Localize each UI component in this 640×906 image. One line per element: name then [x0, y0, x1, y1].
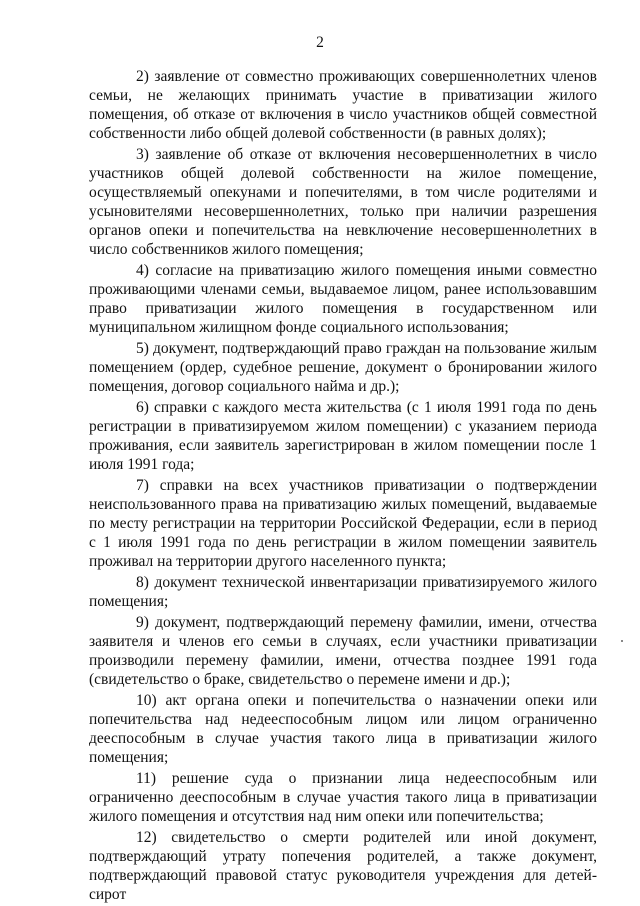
list-item-12: 12) свидетельство о смерти родителей или иной документ, подтверждающий утрату попечения родителей, а также документ, подтверждающий правовой статус руководителя учреждения для детей-сирот	[89, 829, 597, 903]
list-item-8: 8) документ технической инвентаризации приватизируемого жилого помещения;	[89, 574, 597, 610]
list-item-2: 2) заявление от совместно проживающих совершеннолетних членов семьи, не желающих принимать участие в приватизации жилого помещения, об отказе от включения в число участников общей совместной собственности либо общей долевой собственности (в равных долях);	[89, 68, 597, 142]
list-item-6: 6) справки с каждого места жительства (с 1 июля 1991 года по день регистрации в приватизируемом жилом помещении) с указанием периода проживания, если заявитель зарегистрирован в жилом помещении после 1 июля 1991 года;	[89, 399, 597, 473]
list-item-10: 10) акт органа опеки и попечительства о назначении опеки или попечительства над недееспособным лицом или лицом ограниченно дееспособным в случае участия такого лица в приватизации жилого помещения;	[89, 692, 597, 766]
list-item-11: 11) решение суда о признании лица недееспособным или ограниченно дееспособным в случае участия такого лица в приватизации жилого помещения и отсутствия над ним опеки или попечительства;	[89, 770, 597, 825]
list-item-9: 9) документ, подтверждающий перемену фамилии, имени, отчества заявителя и членов его семьи в случаях, если участники приватизации производили перемену фамилии, имени, отчества позднее 1991 года (свидетельство о браке, свидетельство о перемене имени и др.);	[89, 614, 597, 688]
page-number: 2	[316, 34, 324, 51]
list-item-7: 7) справки на всех участников приватизации о подтверждении неиспользованного права на приватизацию жилых помещений, выдаваемые по месту регистрации на территории Российской Федерации, если в период с 1 июля 1991 года по день регистрации в жилом помещении заявитель проживал на территории другого населенного пункта;	[89, 477, 597, 570]
scan-speck	[621, 640, 623, 642]
list-item-3: 3) заявление об отказе от включения несовершеннолетних в число участников общей долевой собственности на жилое помещение, осуществляемый опекунами и попечителями, в том числе родителями и усыновителями несовершеннолетних, только при наличии разрешения органов опеки и попечительства на невключение несовершеннолетних в число собственников жилого помещения;	[89, 146, 597, 258]
list-item-4: 4) согласие на приватизацию жилого помещения иными совместно проживающими членами семьи, выдаваемое лицом, ранее использовавшим право приватизации жилого помещения в государственном или муниципальном жилищном фонде социального использования;	[89, 262, 597, 336]
list-item-5: 5) документ, подтверждающий право граждан на пользование жилым помещением (ордер, судебное решение, документ о бронировании жилого помещения, договор социального найма и др.);	[89, 340, 597, 395]
document-body	[89, 67, 597, 906]
